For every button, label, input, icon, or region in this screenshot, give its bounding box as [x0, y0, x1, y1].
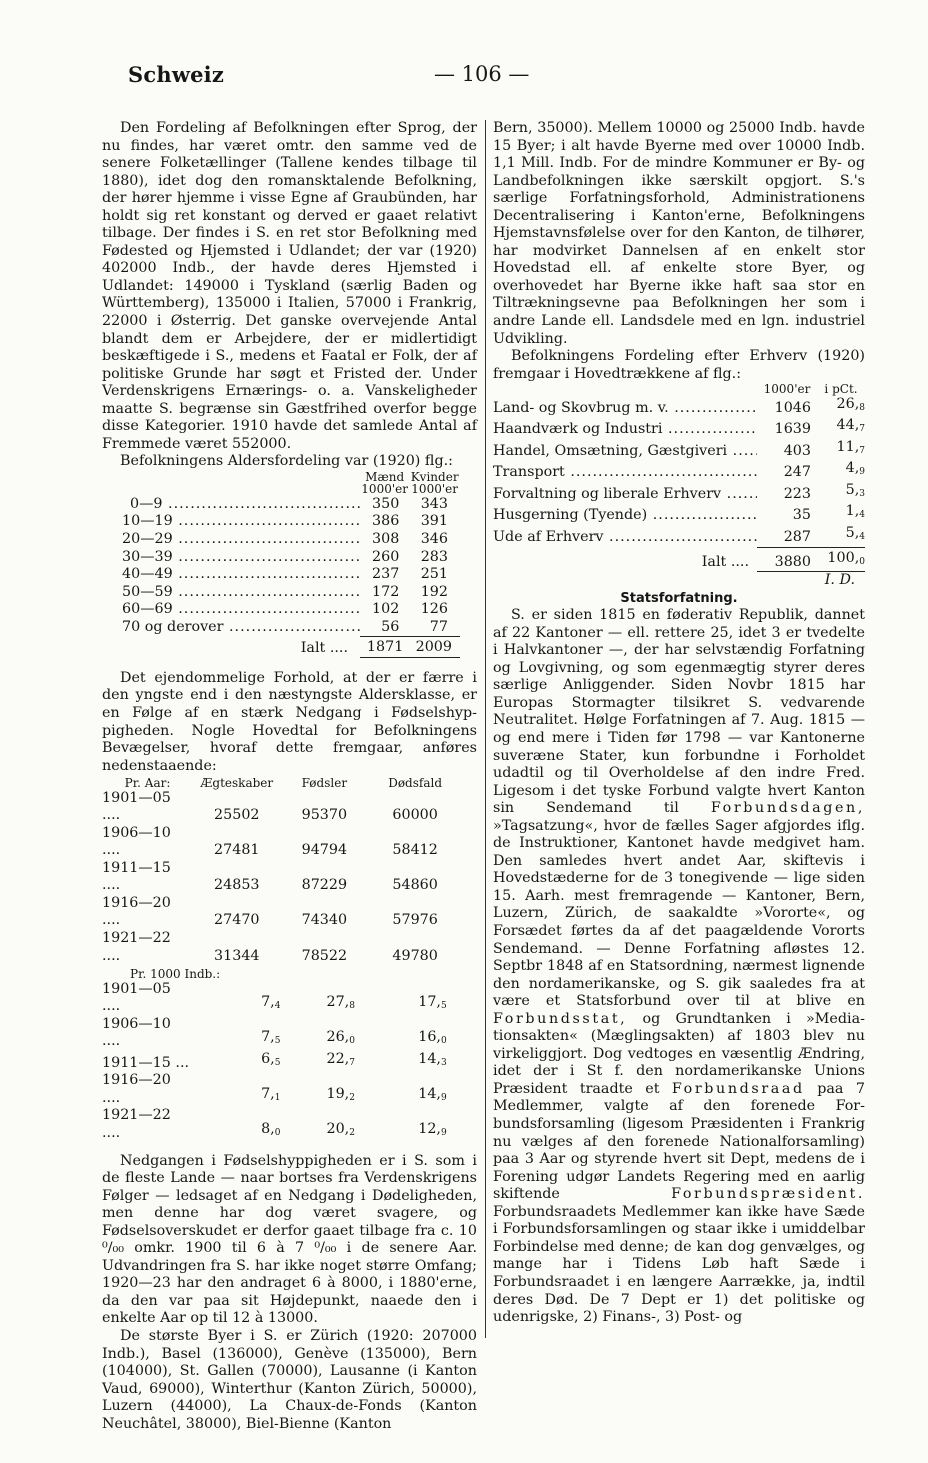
movement-row: [102, 825, 462, 860]
paragraph-cities-cont: Bern, 35000). Mellem 10000 og 25000 Indb. havde 15 Byer; i alt havde Byerne med over 10000 Indb. 1,1 Mill. Indb. For de mindre Kommuner er By- og Landbefolkningen ikke særskilt opgjort. S.'s særlige Forfatningsforhold, Administrationens Decentralisering i Kanton'erne, Befolkningens Hjemstavnsfølelse over for den Kanton, de tilhører, har modvirket Dannelsen af en enkelt stor Hovedstad ell. af enkelte store Byer, og overhovedet har Byerne ikke haft saa stor en Tiltrækningsevne paa Befolkningen her som i andre Lande ell. Landsdele med en lgn. industriel Udvikling.: [493, 120, 865, 347]
occupation-total-label: Ialt ....: [701, 554, 749, 571]
occupation-pct: $11,_7$: [836, 438, 865, 456]
page-number: — 106 —: [434, 62, 530, 86]
paragraph-cities: De største Byer i S. er Zürich (1920: 207000 Indb.), Basel (136000), Genève (135000), Bern (104000), St. Gallen (70000), Lausanne (i Kanton Vaud, 69000), Winterthur (Kanton Zürich, 50000), Luzern (44000), La Chaux-de-Fonds (Kanton Neuchâtel, 38000), Biel-Bienne (Kanton: [102, 1328, 477, 1432]
occupation-row: [493, 439, 865, 461]
movement-births: 78522: [301, 947, 348, 964]
rate-year: 1911—15 ...: [102, 1054, 190, 1071]
right-column: [493, 120, 865, 1327]
age-men: 237: [372, 566, 400, 583]
movement-row: [102, 790, 462, 825]
age-men: 350: [372, 495, 400, 512]
occupation-pct: $5,_3$: [845, 481, 865, 499]
occupation-abs: 247: [783, 464, 811, 481]
section-heading: Statsforfatning.: [620, 590, 738, 606]
age-table-intro: Befolkningens Aldersfordeling var (1920) flg.:: [120, 453, 453, 470]
rate-births: $19,_2$: [326, 1085, 355, 1103]
movement-year: 1916—20 ....: [102, 894, 171, 929]
age-row: [104, 531, 460, 549]
occupation-abs: 287: [757, 525, 817, 547]
movement-table-header: [102, 777, 462, 790]
paragraph-birth-decline: Det ejendommelige Forhold, at der er færre i den yngste end i den næstyngste Aldersklasse, er en Følge af en stærk Nedgang i Fødselshyppigheden. Nogle Hovedtal for Befolkningens Bevægelser, hvoraf dette fremgaar, anføres nedenstaaende:: [102, 669, 477, 774]
occupation-row: [493, 525, 865, 547]
rate-deaths: $16,_0$: [418, 1029, 447, 1047]
rate-year: 1921—22 ....: [102, 1107, 171, 1141]
occupation-label: Land- og Skovbrug m. v. .....: [493, 396, 757, 418]
rate-year: 1906—10 ....: [102, 1015, 171, 1050]
age-total-women: 2009: [409, 637, 460, 658]
occupation-col-pct: i pCt.: [824, 382, 858, 397]
age-women: 126: [420, 601, 448, 618]
occupation-abs: 403: [783, 442, 811, 459]
occupation-table: [493, 383, 865, 572]
rate-births: $22,_7$: [326, 1050, 355, 1068]
age-label: 60—69 .....: [104, 601, 360, 619]
age-label: 10—19 .....: [104, 513, 360, 531]
age-row: [104, 566, 460, 584]
age-col-men-unit: 1000'er: [361, 482, 408, 497]
age-women: 192: [420, 583, 448, 600]
occupation-pct: $1,_4$: [845, 503, 865, 521]
occupation-abs: 35: [792, 507, 811, 524]
occupation-abs: 1639: [774, 421, 811, 438]
movement-marriages: 27470: [214, 912, 260, 929]
movement-marriages: 27481: [214, 842, 260, 859]
movement-row: [102, 930, 462, 965]
age-women: 346: [420, 531, 448, 548]
age-label: 20—29 .....: [104, 531, 360, 549]
movement-deaths: 60000: [392, 807, 438, 824]
age-label: 70 og derover .....: [104, 619, 360, 637]
age-total-label: Ialt ....: [300, 639, 348, 656]
occupation-table-intro: Befolkningens Fordeling efter Erhverv (1920) fremgaar i Hovedtrækkene af flg.:: [493, 348, 865, 382]
age-row: [104, 496, 460, 514]
occupation-label: Ude af Erhverv .....: [493, 525, 757, 547]
rate-deaths: $17,_5$: [418, 994, 447, 1012]
movement-deaths: 57976: [392, 912, 438, 929]
age-men: 102: [372, 601, 400, 618]
movement-year: 1921—22 ....: [102, 930, 171, 964]
column-divider: [485, 120, 486, 1338]
occupation-row: [493, 460, 865, 482]
per-1000-header: [102, 965, 462, 981]
rate-row: [102, 1051, 462, 1073]
rate-marriages: $6,_5$: [261, 1050, 281, 1068]
age-label: 50—59 .....: [104, 584, 360, 602]
population-movement-table: [102, 777, 462, 1142]
age-label: 40—49 .....: [104, 566, 360, 584]
occupation-row: [493, 417, 865, 439]
occupation-abs: 1046: [774, 399, 811, 416]
movement-year: 1906—10 ....: [102, 824, 171, 859]
movement-marriages: 25502: [214, 807, 260, 824]
age-total-row: [104, 637, 460, 658]
occupation-total-row: [493, 547, 865, 572]
movement-col-births: Fødsler: [301, 776, 348, 791]
occupation-label: Haandværk og Industri .....: [493, 417, 757, 439]
page-header: [0, 62, 928, 96]
movement-marriages: 31344: [214, 947, 260, 964]
occupation-label: Husgerning (Tyende) .....: [493, 503, 757, 525]
movement-row: [102, 895, 462, 930]
age-row: [104, 584, 460, 602]
rate-births: $26,_0$: [326, 1029, 355, 1047]
rate-row: [102, 1072, 462, 1107]
occupation-row: [493, 503, 865, 525]
occupation-table-header: [493, 383, 865, 396]
occupation-col-abs: 1000'er: [763, 382, 811, 397]
age-distribution-table: [104, 471, 460, 658]
age-row: [104, 549, 460, 567]
age-table-header: [104, 471, 460, 496]
paragraph-emigration: Nedgangen i Fødselshyppigheden er i S. som i de fleste Lande — naar bortses fra Verdenskrigens Følger — ledsaget af en Nedgang i Dødeligheden, men denne har dog været svagere, og Fødselsoverskudet er derfor gaaet tilbage fra c. 10 ⁰/₀₀ omkr. 1900 til 6 à 7 ⁰/₀₀ i de senere Aar. Udvandringen fra S. har ikke noget større Omfang; 1920—23 har den andraget 6 à 8000, i 1880'erne, da den var paa sit Højdepunkt, naaede den i enkelte Aar op til 12 à 13000.: [102, 1152, 477, 1327]
rate-births: $27,_8$: [326, 994, 355, 1012]
rate-row: [102, 1107, 462, 1142]
rate-year: 1901—05 ....: [102, 980, 171, 1015]
movement-col-year: Pr. Aar:: [124, 776, 171, 791]
age-row: [104, 601, 460, 619]
movement-births: 74340: [301, 912, 348, 929]
age-women: 391: [420, 513, 448, 530]
movement-births: 94794: [301, 842, 348, 859]
occupation-pct: $5,_4$: [817, 525, 865, 547]
age-col-men: Mænd: [365, 469, 405, 484]
rate-marriages: $7,_4$: [261, 994, 281, 1012]
occupation-pct: $44,_7$: [836, 417, 865, 435]
movement-deaths: 54860: [392, 877, 438, 894]
age-men: 172: [372, 583, 400, 600]
age-men: 56: [360, 619, 409, 637]
rate-marriages: $8,_0$: [261, 1120, 281, 1138]
page-title: Schweiz: [128, 62, 224, 87]
age-col-women-unit: 1000'er: [411, 482, 458, 497]
movement-deaths: 49780: [392, 947, 438, 964]
rate-births: $20,_2$: [326, 1120, 355, 1138]
occupation-total-pct: $100,_0$: [817, 547, 865, 572]
age-label: 0—9 .....: [104, 496, 360, 514]
movement-col-marriages: Ægteskaber: [200, 776, 274, 791]
movement-births: 95370: [301, 807, 348, 824]
age-row: [104, 619, 460, 637]
rate-marriages: $7,_1$: [261, 1085, 281, 1103]
age-women: 343: [420, 495, 448, 512]
occupation-label: Forvaltning og liberale Erhverv .....: [493, 482, 757, 504]
age-men: 386: [372, 513, 400, 530]
left-column: [102, 120, 477, 1433]
movement-year: 1911—15 ....: [102, 859, 171, 894]
movement-col-deaths: Dødsfald: [388, 776, 443, 791]
rate-deaths: $12,_9$: [418, 1120, 447, 1138]
age-women: 77: [409, 619, 460, 637]
occupation-row: [493, 482, 865, 504]
occupation-pct: $4,_9$: [845, 460, 865, 478]
rate-year: 1916—20 ....: [102, 1072, 171, 1106]
rate-deaths: $14,_9$: [418, 1085, 447, 1103]
occupation-row: [493, 396, 865, 418]
paragraph-constitution: S. er siden 1815 en føderativ Republik, dannet af 22 Kantoner — ell. rettere 25, idet 3 er tvedelte i Halvkantoner —, der har selvstændig Forfatning og Lovgivning, og som egenmægtig styrer deres særlige Anliggender. Siden Novbr 1815 har Europas Stormagter tilsikret S. vedvarende Neutralitet. Hølge Forfatningen af 7. Aug. 1815 — og end mere i Tiden før 1798 — var Kantonerne suveræne Stater, kun forbundne i Forholdet udadtil og til Overholdelse af den indre Fred. Ligesom i det tyske Forbund valgte hvert Kanton sin Sendemand til Forbundsdagen, »Tagsatzung«, hvor de fælles Sager afgjordes iflg. de Instruktioner, Kantonet havde medgivet ham. Den samledes hvert andet Aar, skiftevis i Hovedstæderne for de 3 tonegivende — lige siden 15. Aarh. mest fremragende — Kantoner, Bern, Luzern, Zürich, de saakaldte »Vororte«, og Forsædet førtes da af det paagældende Vororts Sendemand. — Denne Forfatning afløstes 12. Septbr 1848 af en Statsordning, nærmest lignende den nordamerikanske, og S. gik saaledes fra at være et Statsforbund over til at blive en Forbundsstat, og Grundtanken i »Mediationsakten« (Mæglingsakten) af 1803 blev nu virkeliggjort. Dog vedtoges en væsentlig Ændring, idet der i St f. den nordamerikanske Unions Præsident traadte et Forbundsraad paa 7 Medlemmer, valgte af den forenede Forbundsforsamling (ligesom Præsidenten i Frankrig nu vælges af den forenede Nationalforsamling) paa 3 Aar og styrende hvert sit Dept, medens de i Forening udgør Landets Regering med en aarlig skiftende Forbundspræsident. Forbundsraadets Medlemmer kan ikke have Sæde i Forbundsforsamlingen og staar ikke i umiddelbar Forbindelse med denne; de kan dog genvælges, og mange har i Tidens Løb haft Sæde i Forbundsraadet i en længere Aarrække, ja, indtil deres Død. De 7 Dept er 1) det politiske og udenrigske, 2) Finans-, 3) Post- og: [493, 607, 865, 1326]
movement-births: 87229: [301, 877, 348, 894]
movement-marriages: 24853: [214, 877, 260, 894]
author-signature: I. D.: [824, 572, 855, 589]
movement-year: 1901—05 ....: [102, 789, 171, 824]
occupation-pct: $26,_8$: [836, 395, 865, 413]
movement-deaths: 58412: [392, 842, 438, 859]
age-label: 30—39 .....: [104, 549, 360, 567]
occupation-label: Transport .....: [493, 460, 757, 482]
occupation-total-abs: 3880: [757, 547, 817, 572]
occupation-abs: 223: [783, 485, 811, 502]
age-col-women: Kvinder: [410, 469, 459, 484]
movement-row: [102, 860, 462, 895]
rate-marriages: $7,_5$: [261, 1029, 281, 1047]
age-total-men: 1871: [360, 637, 409, 658]
paragraph-language: Den Fordeling af Befolkningen efter Sprog, der nu findes, har været omtr. den samme ved de senere Folketællinger (Tallene kendes tilbage til 1880), idet dog den romansktalende Befolkning, der hører hjemme i visse Egne af Graubünden, har holdt sig ret konstant og derved er gaaet relativt tilbage. Der findes i S. en ret stor Befolkning med Fødested og Hjemsted i Udlandet; der var (1920) 402000 Indb., der havde deres Hjemsted i Udlandet: 149000 i Tyskland (særlig Baden og Württemberg), 135000 i Italien, 57000 i Frankrig, 22000 i Østerrig. Det ganske overvejende Antal blandt dem er Arbejdere, der er midlertidigt beskæftigede i S., medens et Faatal er Folk, der af politiske Grunde har søgt et Fristed der. Under Verdenskrigens Ernærings- o. a. Vanskeligheder maatte S. begrænse sin Gæstfrihed overfor begge disse Kategorier. 1910 havde det samlede Antal af Fremmede været 552000.: [102, 120, 477, 452]
age-women: 251: [420, 566, 448, 583]
rate-row: [102, 981, 462, 1016]
per-1000-label: Pr. 1000 Indb.:: [130, 967, 221, 982]
rate-deaths: $14,_3$: [418, 1050, 447, 1068]
occupation-label: Handel, Omsætning, Gæstgiveri .....: [493, 439, 757, 461]
age-men: 260: [372, 548, 400, 565]
age-men: 308: [372, 531, 400, 548]
age-women: 283: [420, 548, 448, 565]
rate-row: [102, 1016, 462, 1051]
age-row: [104, 513, 460, 531]
